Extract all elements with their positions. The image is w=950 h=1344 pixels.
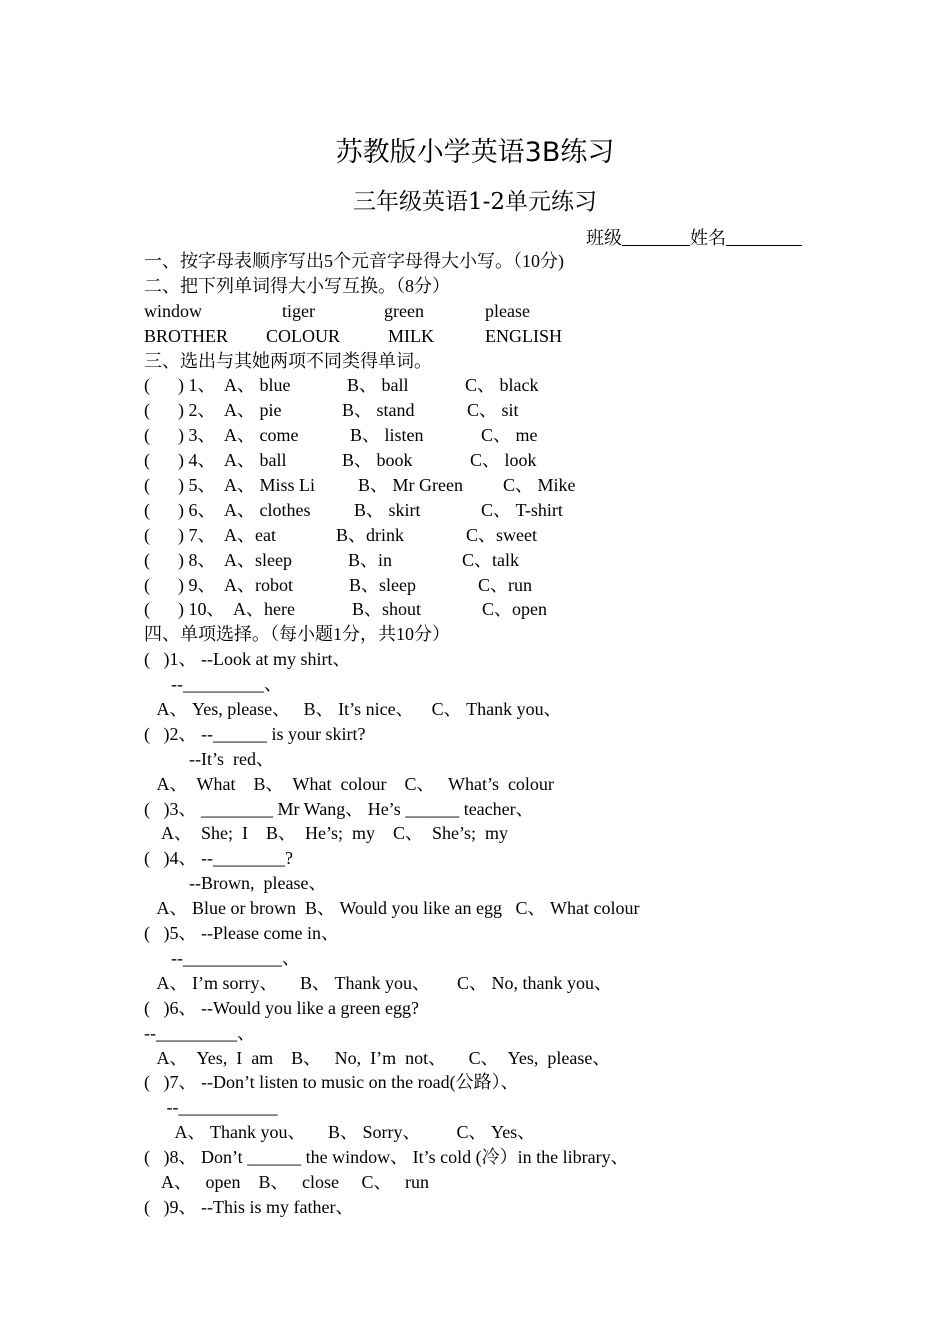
page-subtitle: 三年级英语1-2单元练习 xyxy=(352,189,598,215)
question-number: ) 6、 xyxy=(178,499,216,520)
option-b: B、 book xyxy=(342,450,413,471)
class-blank[interactable] xyxy=(622,227,690,246)
option-b: B、 Mr Green xyxy=(358,475,463,496)
question-row xyxy=(144,373,844,398)
options-line: A、 Yes, please、 B、 It’s nice、 C、 Thank you、 xyxy=(144,699,562,720)
options-line: A、 I’m sorry、 B、 Thank you、 C、 No, thank you、 xyxy=(144,972,612,993)
word-row-lowercase xyxy=(144,299,844,324)
option-b: B、 listen xyxy=(350,425,424,446)
answer-paren: ( xyxy=(144,549,150,570)
answer-line: --___________、 xyxy=(144,947,300,968)
answer-line: --___________ xyxy=(144,1097,278,1118)
question-number: ) 8、 xyxy=(178,549,216,570)
question-number: ) 3、 xyxy=(178,425,216,446)
question-row xyxy=(144,398,844,423)
option-a: A、here xyxy=(233,599,295,620)
word: MILK xyxy=(388,325,434,346)
question-row xyxy=(144,498,844,523)
answer-paren: ( xyxy=(144,450,150,471)
option-c: C、 me xyxy=(481,425,538,446)
option-a: A、sleep xyxy=(224,549,292,570)
option-a: A、eat xyxy=(224,524,276,545)
answer-paren: ( xyxy=(144,499,150,520)
class-label: 班级 xyxy=(586,228,622,248)
option-b: B、 stand xyxy=(342,400,415,421)
question-number: ) 1、 xyxy=(178,375,216,396)
answer-paren: ( xyxy=(144,524,150,545)
section2-heading: 二、把下列单词得大小写互换。（8分） xyxy=(144,275,450,296)
section1-heading: 一、按字母表顺序写出5个元音字母得大小写。（10分) xyxy=(144,251,564,271)
option-c: C、 black xyxy=(465,375,539,396)
options-line: A、 What B、 What colour C、 What’s colour xyxy=(144,773,554,794)
answer-line: --_________、 xyxy=(144,1022,255,1043)
options-line: A、 open B、 close C、 run xyxy=(144,1171,429,1192)
worksheet-content xyxy=(144,249,844,1220)
question-number: ) 10、 xyxy=(178,599,225,620)
option-a: A、 Miss Li xyxy=(224,475,316,496)
answer-line: --_________、 xyxy=(144,674,282,695)
answer-line: --It’s red、 xyxy=(144,748,274,769)
word: ENGLISH xyxy=(485,325,562,346)
page-title: 苏教版小学英语3B练习 xyxy=(335,137,615,168)
question-line: ( )7、 --Don’t listen to music on the road(公路）、 xyxy=(144,1072,519,1093)
answer-paren: ( xyxy=(144,574,150,595)
section3-heading: 三、选出与其她两项不同类得单词。 xyxy=(144,350,432,371)
options-line: A、 Blue or brown B、 Would you like an egg C、 What colour xyxy=(144,898,640,919)
word: window xyxy=(144,300,202,321)
question-line: ( )6、 --Would you like a green egg? xyxy=(144,997,419,1018)
question-row xyxy=(144,448,844,473)
question-row xyxy=(144,523,844,548)
question-line: ( )1、 --Look at my shirt、 xyxy=(144,649,351,670)
answer-paren: ( xyxy=(144,599,150,620)
option-b: B、 ball xyxy=(347,375,409,396)
word: COLOUR xyxy=(266,325,341,346)
question-row xyxy=(144,473,844,498)
option-c: C、talk xyxy=(462,549,519,570)
question-row xyxy=(144,573,844,598)
word: green xyxy=(384,300,424,321)
section4-heading: 四、单项选择。（每小题1分，共10分） xyxy=(144,624,450,645)
question-number: ) 7、 xyxy=(178,524,216,545)
options-line: A、 Yes, I am B、 No, I’m not、 C、 Yes, please、 xyxy=(144,1047,611,1068)
question-number: ) 2、 xyxy=(178,400,216,421)
answer-paren: ( xyxy=(144,375,150,396)
question-line: ( )2、 --______ is your skirt? xyxy=(144,723,366,744)
question-number: ) 9、 xyxy=(178,574,216,595)
option-b: B、shout xyxy=(352,599,422,620)
option-b: B、sleep xyxy=(349,574,416,595)
question-number: ) 4、 xyxy=(178,450,216,471)
word-row-uppercase xyxy=(144,324,844,349)
word: please xyxy=(485,300,530,321)
question-number: ) 5、 xyxy=(178,475,216,496)
question-line: ( )5、 --Please come in、 xyxy=(144,923,339,944)
option-b: B、in xyxy=(348,549,393,570)
question-line: ( )4、 --________? xyxy=(144,848,293,869)
answer-paren: ( xyxy=(144,425,150,446)
question-line: ( )3、 ________ Mr Wang、 He’s ______ teacher、 xyxy=(144,798,534,819)
option-b: B、drink xyxy=(336,524,405,545)
option-c: C、 look xyxy=(470,450,537,471)
option-c: C、sweet xyxy=(466,524,537,545)
class-name-line xyxy=(586,224,802,250)
word: BROTHER xyxy=(144,325,229,346)
question-line: ( )8、 Don’t ______ the window、 It’s cold (冷）in the library、 xyxy=(144,1147,629,1168)
option-a: A、 clothes xyxy=(224,499,311,520)
option-c: C、 T-shirt xyxy=(481,499,563,520)
question-row xyxy=(144,548,844,573)
question-row xyxy=(144,597,844,622)
options-line: A、 Thank you、 B、 Sorry、 C、 Yes、 xyxy=(144,1122,536,1143)
option-a: A、 blue xyxy=(224,375,291,396)
question-row xyxy=(144,423,844,448)
option-c: C、 sit xyxy=(467,400,519,421)
word: tiger xyxy=(282,300,315,321)
option-a: A、 ball xyxy=(224,450,287,471)
name-blank[interactable] xyxy=(726,227,802,246)
answer-paren: ( xyxy=(144,475,150,496)
name-label: 姓名 xyxy=(690,228,726,248)
option-a: A、 pie xyxy=(224,400,282,421)
option-a: A、 come xyxy=(224,425,299,446)
answer-paren: ( xyxy=(144,400,150,421)
option-b: B、 skirt xyxy=(354,499,421,520)
options-line: A、 She; I B、 He’s; my C、 She’s; my xyxy=(144,823,509,844)
option-a: A、robot xyxy=(224,574,293,595)
option-c: C、open xyxy=(482,599,547,620)
option-c: C、run xyxy=(478,574,532,595)
option-c: C、 Mike xyxy=(503,475,576,496)
answer-line: --Brown, please、 xyxy=(144,873,327,894)
question-line: ( )9、 --This is my father、 xyxy=(144,1196,354,1217)
